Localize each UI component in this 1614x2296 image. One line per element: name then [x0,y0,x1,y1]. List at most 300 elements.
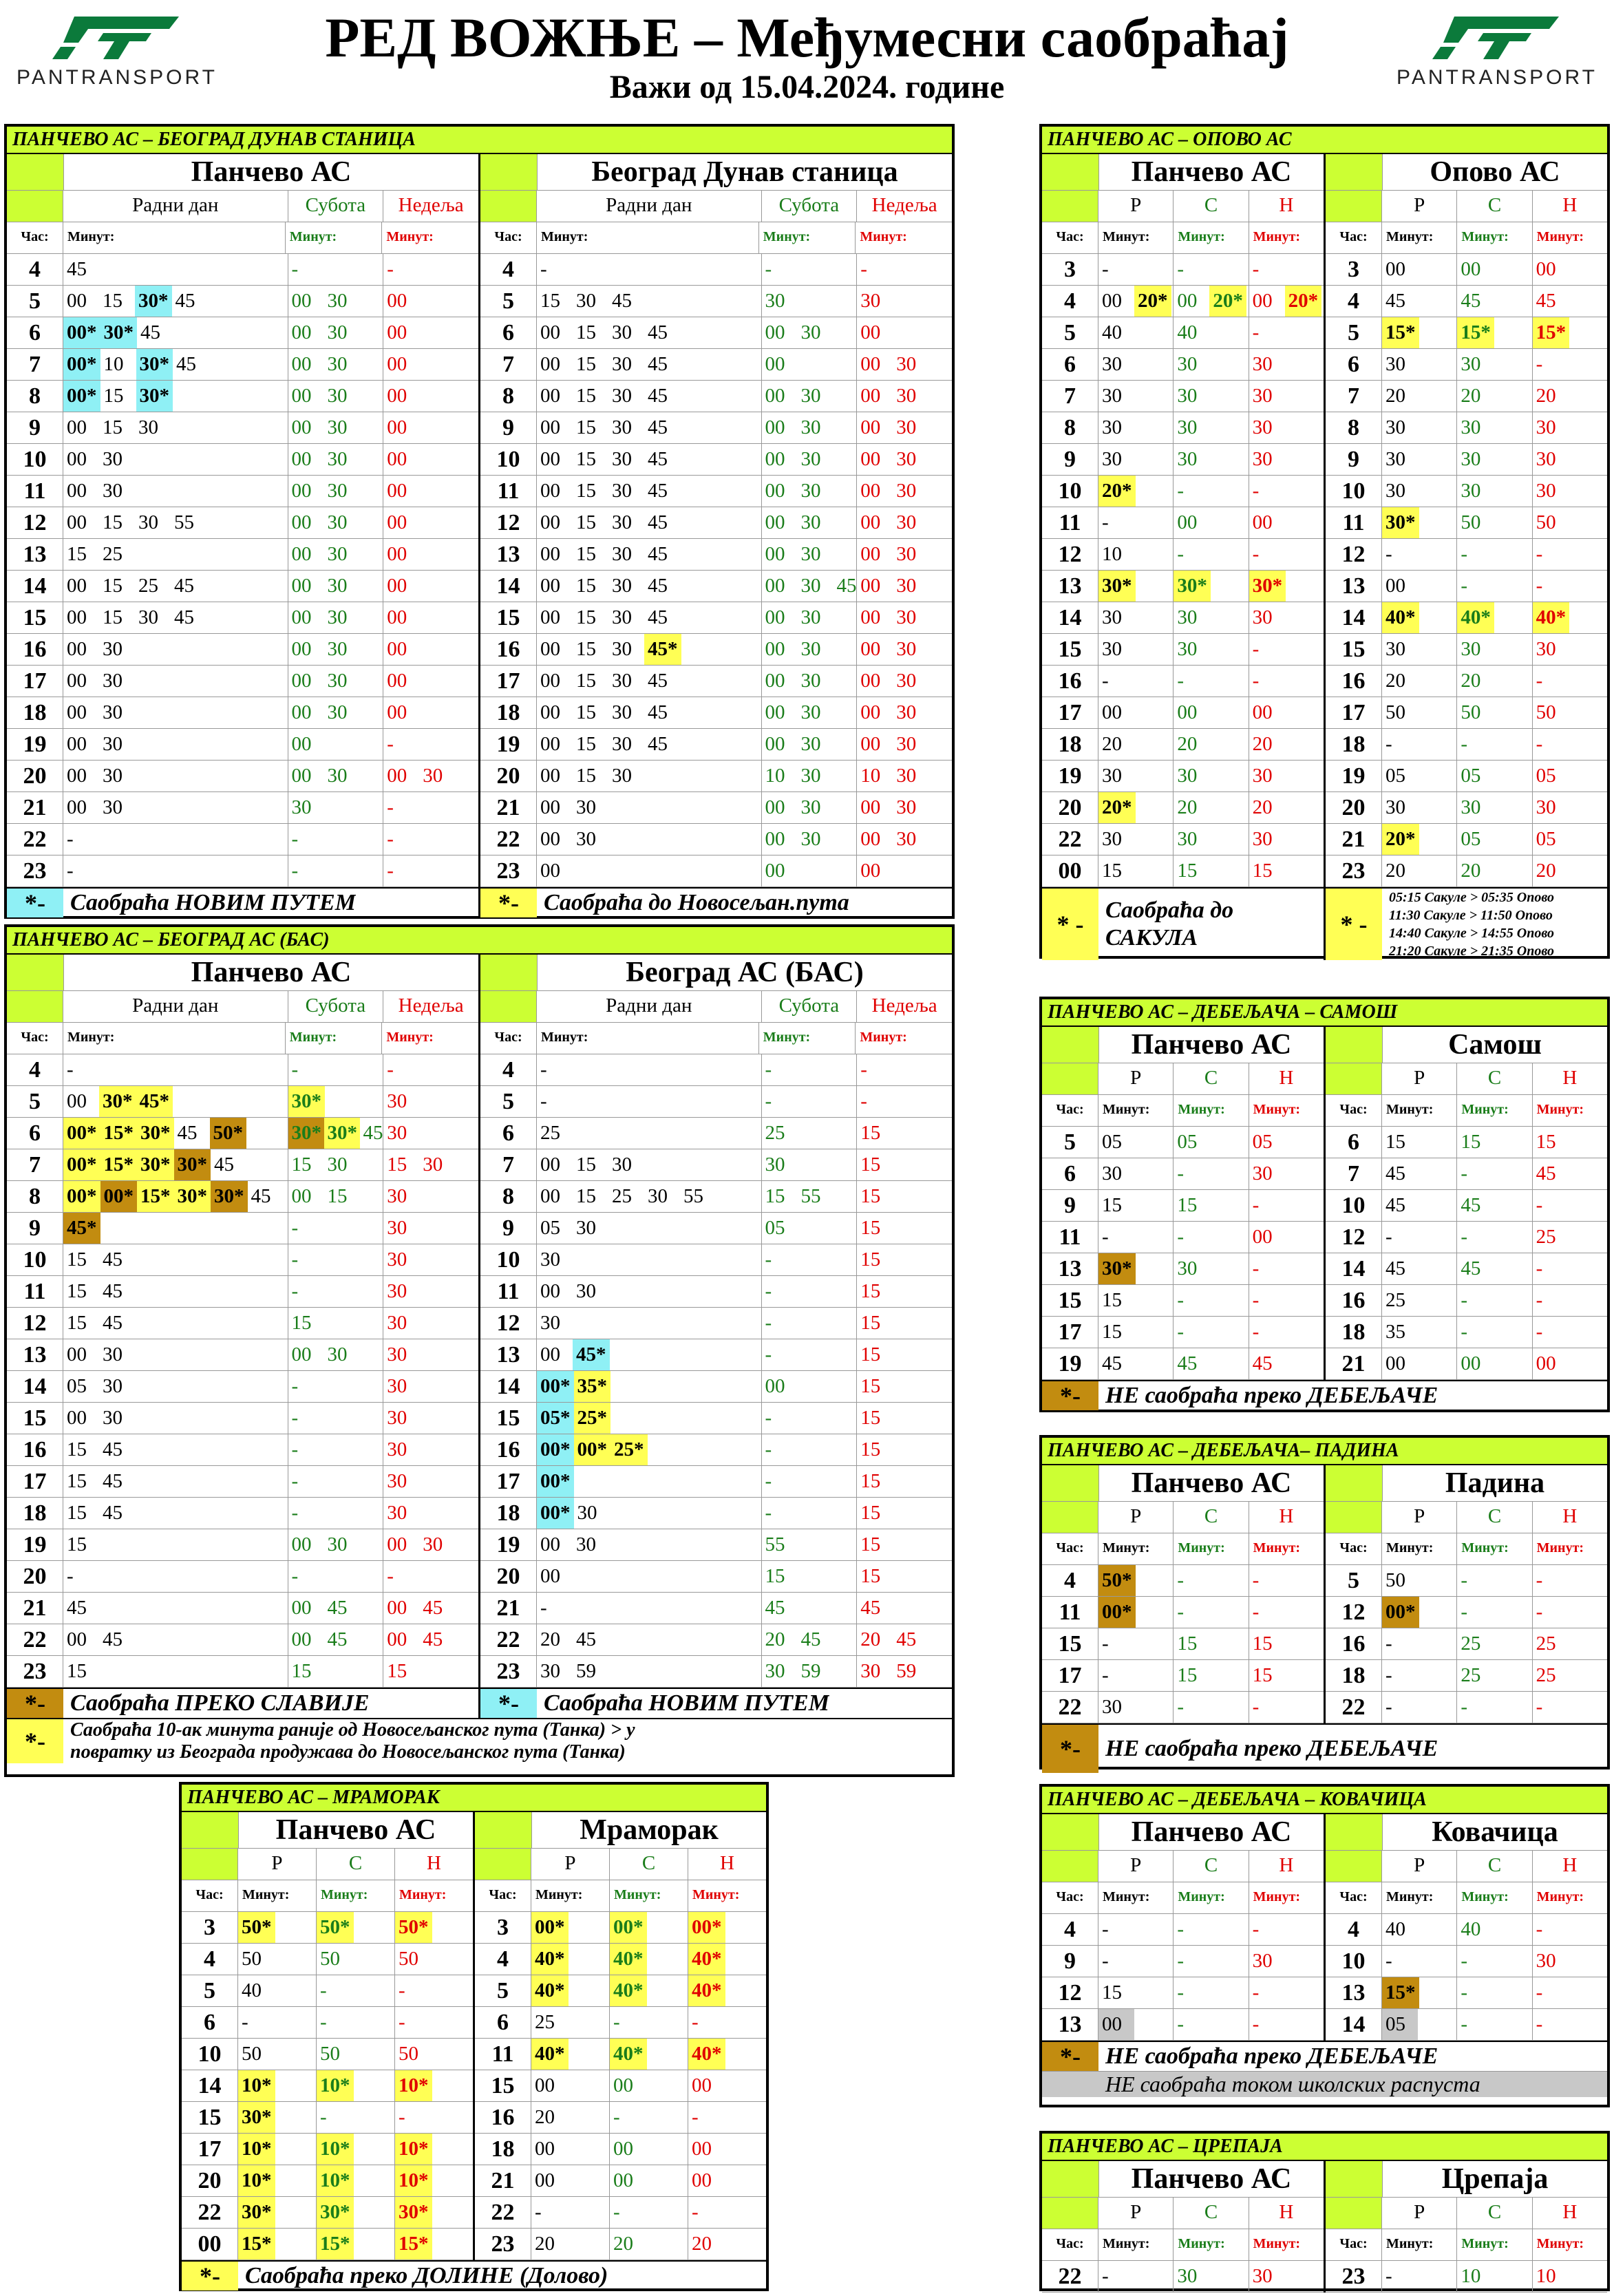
minute-cell [1098,1190,1174,1221]
section-title: ПАНЧЕВО АС – МРАМОРАК [182,1785,766,1812]
minute-value: 15 [576,1185,596,1207]
minute-value: 20 [1536,385,1556,407]
hour-cell: 21 [480,1593,537,1624]
minute-value: 00 [540,1533,560,1555]
station-name: Панчево АС [191,156,352,188]
hour-cell: 5 [1326,317,1382,348]
minute-value: - [387,796,394,818]
minute-cell [1098,697,1174,728]
minute-cell [857,317,952,348]
minute-value: 30 [1177,416,1198,438]
minute-cell [1382,1285,1457,1316]
minute-cell [1457,1692,1532,1723]
minute-header: Минут: [531,1880,610,1911]
minute-value: 15 [67,1502,87,1524]
station-title-row [1326,154,1607,191]
table-row [182,1975,473,2007]
minute-value: 00 [387,480,407,502]
minute-value: 30 [291,796,312,818]
minute-value: 00 [765,733,785,755]
hour-cell: 9 [480,1213,537,1244]
hour-cell: 12 [7,1308,63,1339]
minute-value: 00 [67,480,87,502]
minute-header: Минут: [1174,2229,1249,2260]
minute-value: - [1177,670,1184,692]
day-label: Субота [762,991,858,1022]
minute-cell [1249,254,1324,285]
minute-value: 15 [1461,1131,1481,1153]
hour-cell: 6 [480,1118,537,1149]
hour-cell: 19 [7,1529,63,1560]
minute-value: 25 [1536,1226,1556,1248]
minute-value: 20 [1102,733,1122,755]
minute-value: 40* [610,1975,647,2006]
minute-value: 30* [211,1181,248,1212]
minute-cell [1174,349,1249,380]
minute-cell [63,602,288,633]
minute-value: - [1252,1289,1260,1311]
minute-value: - [1252,1696,1260,1718]
hour-cell: 4 [1326,1914,1382,1945]
minute-value: 45* [136,1086,173,1117]
minute-cell [1249,697,1324,728]
minute-cell [238,2134,317,2165]
minute-cell [238,1912,317,1943]
minute-value: 00 [540,480,560,502]
minute-value: 15 [1102,1321,1122,1343]
minute-value: 00 [765,416,785,438]
minute-value: 50 [1461,511,1481,533]
minute-value: 00 [540,543,560,565]
minute-value: 00 [387,385,407,407]
minute-value: 30 [1102,353,1122,375]
minute-value: 00 [67,670,87,692]
timetable-half [1326,154,1607,887]
minute-value: 30 [1461,416,1481,438]
header-spacer [1326,1027,1383,1063]
minute-value: 00 [387,575,407,597]
minute-value: 30* [135,286,172,317]
table-row [480,1656,952,1688]
minute-cell [317,2134,395,2165]
minute-value: - [1461,1696,1467,1718]
note-text [63,1719,635,1763]
station-name: Београд Дунав станица [591,156,898,188]
minute-value: 15 [67,1470,87,1492]
table-row [1326,1628,1607,1660]
minute-value: 00 [387,353,407,375]
table-row [7,412,478,444]
minute-cell [1098,1348,1174,1379]
minute-value: 10* [238,2134,275,2165]
hour-cell: 18 [475,2134,531,2165]
minute-value: 00 [291,511,312,533]
minute-cell [1174,1914,1249,1945]
minute-value: 15 [387,1660,407,1682]
hour-cell: 15 [7,602,63,633]
minute-cell [857,286,952,317]
day-label: Н [1562,194,1578,216]
hour-cell: 6 [1042,1158,1098,1189]
minute-cell [1174,1127,1249,1158]
table-row [480,1181,952,1213]
minute-cell [383,1339,478,1370]
header-spacer [475,1812,532,1848]
minute-cell [610,1912,688,1943]
minute-cell [395,2039,473,2070]
minute-cell [317,1912,395,1943]
table-row [1042,349,1324,381]
minute-cell [288,1086,384,1117]
minute-value: 30* [100,317,138,348]
minute-value: 30 [1536,480,1556,502]
minute-value: 30 [103,1343,123,1365]
hour-cell: 4 [182,1944,238,1975]
minute-value: 40* [1457,602,1494,633]
minute-value: - [1385,543,1392,565]
minute-value: 50 [242,2043,262,2065]
minute-value: 15 [1252,1664,1273,1686]
minute-value: - [320,2106,327,2128]
minute-value: 00 [387,290,407,312]
minute-value: - [291,1470,299,1492]
header-spacer [1042,1502,1098,1533]
minute-cell [762,444,858,475]
minute-value: - [1252,1981,1260,2003]
minute-cell [1249,792,1324,823]
minute-cell [383,507,478,538]
minute-value: 45 [648,670,668,692]
minute-value: 40 [1102,321,1122,343]
note-full-row [7,1718,952,1763]
minute-cell [1098,792,1174,823]
hour-cell: 18 [7,697,63,728]
hour-header: Час: [480,222,537,253]
minute-cell [383,1276,478,1307]
minute-cell [1533,444,1607,475]
minute-cell [1382,571,1457,602]
minute-value: 00 [1385,1352,1405,1374]
minute-cell [1098,349,1174,380]
minute-cell [1249,286,1324,317]
day-label: С [1457,1063,1532,1094]
minute-cell [288,1339,384,1370]
minute-value: - [291,1375,299,1397]
note-full-row [1042,1723,1607,1773]
hour-cell: 10 [1326,476,1382,507]
minute-cell [1249,412,1324,443]
minute-value: 00 [540,670,560,692]
minute-value: 00 [387,1597,407,1619]
hour-cell: 11 [1326,507,1382,538]
minute-value: 00 [540,860,560,882]
station-title-row [1042,2161,1324,2198]
minute-value: 15 [103,416,123,438]
minute-cell [1533,1597,1607,1628]
minute-value: 30 [612,353,632,375]
minute-value: - [67,860,74,882]
timetable-half [182,1812,475,2260]
minute-value: 15 [576,1154,596,1176]
table-row [1326,1914,1607,1946]
minute-cell [383,317,478,348]
minute-cell [610,2229,688,2260]
table-row [480,254,952,286]
minute-header: Минут: [317,1880,395,1911]
minute-cell [383,855,478,886]
note-cell [182,2262,766,2290]
minute-value: - [1385,1950,1392,1972]
minute-value: 15 [1177,1633,1198,1655]
minute-value: 30 [103,701,123,723]
station-title-row [1326,1814,1607,1851]
hour-header: Час: [1326,222,1382,253]
minute-cell [688,2102,766,2133]
day-label: С [1457,1502,1532,1533]
minute-cell [1382,1597,1457,1628]
minute-value: 00 [540,606,560,628]
minute-cell [395,1975,473,2006]
minute-cell [857,1593,952,1624]
minute-cell [857,1403,952,1434]
minute-cell [857,666,952,697]
minute-value: 30 [576,796,596,818]
hour-cell: 22 [7,824,63,855]
minute-header: Минут: [537,222,759,253]
minute-cell [537,1149,762,1180]
minute-cell [1174,1158,1249,1189]
minute-value: 00 [860,385,881,407]
minute-value: 30 [1177,606,1198,628]
header-spacer [1326,191,1382,222]
hour-cell: 22 [1042,824,1098,855]
minute-value: - [1385,2265,1392,2287]
minute-value: 25 [103,543,123,565]
minute-value: 15 [860,1217,881,1239]
minute-value: 20* [1285,286,1322,317]
minute-value: 30 [765,1154,785,1176]
minute-cell [688,2070,766,2101]
table-row [7,824,478,855]
minute-cell [857,729,952,760]
minute-header: Минут: [1382,1095,1457,1126]
minute-value: 30 [1536,416,1556,438]
minute-value: 30 [1385,353,1405,375]
minute-value: 30 [1102,606,1122,628]
minute-cell [63,254,288,285]
minute-cell [1457,855,1532,886]
minute-cell [288,634,384,665]
table-row [480,1054,952,1086]
table-row [1042,1285,1324,1317]
minute-value: 50 [242,1948,262,1970]
note-text: Саобраћа НОВИМ ПУТЕМ [544,1690,829,1716]
minute-cell [288,1181,384,1212]
table-row [1326,1253,1607,1285]
minute-cell [762,1118,858,1149]
table-row [1042,317,1324,349]
minute-cell [1098,666,1174,697]
table-row [480,634,952,666]
table-row [1326,1222,1607,1253]
minute-value: - [1252,258,1260,280]
timetable-half [1326,1814,1607,2041]
station-title-row [7,955,478,991]
minute-value: 40 [242,1979,262,2001]
hour-cell: 4 [7,1054,63,1085]
header-spacer [1042,1814,1099,1850]
minute-value: 00 [765,701,785,723]
table-row [7,254,478,286]
table-row [7,539,478,571]
minute-cell [288,697,384,728]
minute-cell [288,1593,384,1624]
minute-value: 15 [576,670,596,692]
timetable-half [1042,1465,1326,1723]
header-spacer [475,1849,531,1880]
minute-value: 30 [800,511,821,533]
minute-value: 45 [1177,1352,1198,1374]
minute-value: 30* [174,1181,211,1212]
minute-cell [288,1371,384,1402]
table-row [480,792,952,824]
table-row [1042,1158,1324,1190]
minute-cell [762,1054,858,1085]
minute-value: 00 [291,733,312,755]
minute-cell [1457,1317,1532,1348]
minute-value: 00 [1177,290,1198,312]
hour-cell: 9 [1042,1946,1098,1977]
minute-value: 15 [540,290,560,312]
minute-value: - [1536,543,1543,565]
note-symbol: *- [182,2262,238,2290]
minute-value: 00 [613,2169,633,2191]
minute-value: 25 [535,2011,555,2033]
header-spacer [182,1849,238,1880]
section-pancevo-beograd-dunav [4,124,955,919]
minute-cell [1457,792,1532,823]
minute-cell [1533,761,1607,791]
hour-cell: 14 [1326,2009,1382,2040]
minute-value: 15 [576,511,596,533]
hour-cell: 3 [1042,254,1098,285]
minute-value: 30 [612,385,632,407]
minute-value: 30 [612,321,632,343]
minute-value: 30 [327,353,348,375]
table-row [7,1561,478,1593]
minute-cell [1457,1190,1532,1221]
day-label: Н [427,1852,441,1874]
minute-value: 55 [174,511,194,533]
minute-value: 30 [1461,796,1481,818]
minute-header: Минут: [1174,1533,1249,1564]
header-spacer [1326,2161,1383,2197]
table-row [1326,1348,1607,1380]
minute-header: Минут: [759,1023,856,1054]
minute-cell [857,381,952,412]
minute-cell [610,2070,688,2101]
header-spacer [1042,191,1098,222]
minute-value: - [540,1597,547,1619]
minute-value: 50 [320,1948,340,1970]
minute-cell [383,1466,478,1497]
minute-header: Минут: [1253,1889,1301,1904]
minute-cell [1249,1628,1324,1659]
minute-value: 15 [1177,1664,1198,1686]
minute-value: 15 [860,1122,881,1144]
minute-cell [63,1498,288,1529]
minute-cell [1249,571,1324,602]
minute-cell [1457,444,1532,475]
minute-value: 20 [1252,796,1273,818]
minute-value: 30 [327,701,348,723]
day-label: Недеља [398,995,464,1017]
station-name: Опово АС [1430,156,1560,188]
minute-value: - [1177,1918,1184,1940]
minute-cell [288,1118,384,1149]
minute-value: 30 [1536,448,1556,470]
minute-cell [531,2102,610,2133]
minute-cell [1249,381,1324,412]
minute-value: - [242,2011,248,2033]
minute-value: 30* [137,1149,174,1180]
minute-cell [537,697,762,728]
minute-value: 40* [531,1975,569,2006]
minute-cell [1457,602,1532,633]
minute-value: 30* [395,2197,432,2228]
hour-cell: 7 [1326,381,1382,412]
table-row [1042,761,1324,792]
minute-value: 30 [103,638,123,660]
minute-value: 30 [1102,828,1122,850]
hour-cell: 11 [1042,1222,1098,1253]
minute-cell [688,2197,766,2228]
minute-cell [762,1593,858,1624]
section-title: ПАНЧЕВО АС – БЕОГРАД АС (БАС) [7,927,952,955]
hour-cell: 20 [480,761,537,791]
hour-cell: 12 [1326,539,1382,570]
hour-cell: 4 [1042,1565,1098,1596]
hour-cell: 19 [1042,1348,1098,1379]
minute-cell [1382,1914,1457,1945]
station-name: Панчево АС [1131,1029,1292,1061]
minute-value: 15 [67,1438,87,1460]
note-line: НЕ саобраћа током школских распуста [1105,2072,1480,2096]
minute-value: - [1461,1950,1467,1972]
hour-cell: 13 [480,539,537,570]
minute-cell [383,666,478,697]
table-row [475,2229,766,2260]
minute-cell [383,1403,478,1434]
minute-value: - [860,1090,867,1112]
table-row [7,1529,478,1561]
minute-cell [1249,1127,1324,1158]
minute-cell [63,1529,288,1560]
minute-value: - [1177,543,1184,565]
minute-cell [531,2165,610,2196]
minute-cell [1249,317,1324,348]
hour-cell: 14 [1042,602,1098,633]
minute-value: 25 [1385,1289,1405,1311]
minute-value: 00 [1252,511,1273,533]
hour-cell: 6 [1326,1127,1382,1158]
day-label: Н [1562,2201,1578,2223]
table-row [1326,507,1607,539]
minute-cell [857,476,952,507]
minute-value: 05 [1252,1131,1273,1153]
minute-cell [537,1561,762,1592]
minute-value: 30 [1102,638,1122,660]
